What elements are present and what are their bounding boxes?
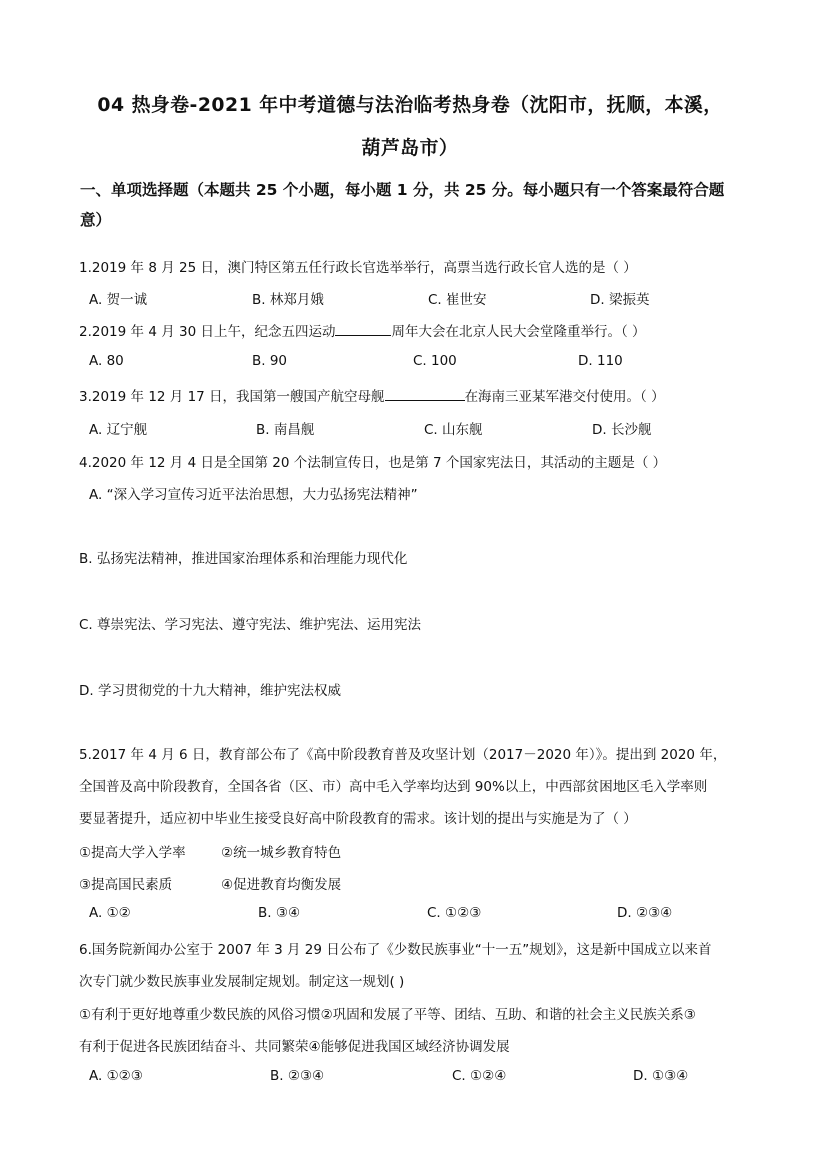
- question-5-option-c: C. ①②③: [427, 905, 482, 921]
- question-2-blank: [335, 321, 391, 336]
- question-1-option-c: C. 崔世安: [428, 292, 487, 308]
- question-5-line-3: 要显著提升，适应初中毕业生接受良好高中阶段教育的需求。该计划的提出与实施是为了（ ）: [79, 811, 637, 827]
- question-6-option-c: C. ①②④: [452, 1068, 507, 1084]
- question-2-option-a: A. 80: [89, 353, 124, 369]
- question-5-statement-4: ④促进教育均衡发展: [221, 877, 342, 893]
- doc-title-line-1: 04 热身卷-2021 年中考道德与法治临考热身卷（沈阳市，抚顺，本溪，: [97, 94, 723, 116]
- question-6-line-4: 有利于促进各民族团结奋斗、共同繁荣④能够促进我国区域经济协调发展: [79, 1039, 510, 1055]
- question-3-option-b: B. 南昌舰: [256, 422, 315, 438]
- question-1-stem: 1.2019 年 8 月 25 日，澳门特区第五任行政长官选举举行，高票当选行政长官人选的是（ ）: [79, 260, 637, 276]
- question-6-line-1: 6.国务院新闻办公室于 2007 年 3 月 29 日公布了《少数民族事业“十一五”规划》，这是新中国成立以来首: [79, 942, 712, 958]
- question-2-stem-before: 2.2019 年 4 月 30 日上午，纪念五四运动: [79, 324, 336, 340]
- question-4-option-c: C. 尊崇宪法、学习宪法、遵守宪法、维护宪法、运用宪法: [79, 617, 422, 633]
- question-2-option-b: B. 90: [252, 353, 288, 369]
- question-4-option-d: D. 学习贯彻党的十九大精神，维护宪法权威: [79, 683, 341, 699]
- question-3-stem-after: 在海南三亚某军港交付使用。（ ）: [464, 389, 665, 405]
- section-heading-line-1: 一、单项选择题（本题共 25 个小题，每小题 1 分，共 25 分。每小题只有一个答案最符合题: [80, 181, 725, 199]
- question-6-option-a: A. ①②③: [89, 1068, 143, 1084]
- question-4-option-b: B. 弘扬宪法精神，推进国家治理体系和治理能力现代化: [79, 551, 408, 567]
- question-5-option-a: A. ①②: [89, 905, 131, 921]
- question-3-option-c: C. 山东舰: [424, 422, 483, 438]
- section-heading-line-2: 意）: [80, 211, 112, 229]
- question-5-option-b: B. ③④: [258, 905, 301, 921]
- question-3-stem-before: 3.2019 年 12 月 17 日，我国第一艘国产航空母舰: [79, 389, 385, 405]
- question-4-option-a: A. “深入学习宣传习近平法治思想，大力弘扬宪法精神”: [89, 487, 418, 503]
- question-5-line-1: 5.2017 年 4 月 6 日，教育部公布了《高中阶段教育普及攻坚计划（2017－2020 年）》。提出到 2020 年，: [79, 747, 727, 763]
- question-2-option-d: D. 110: [578, 353, 623, 369]
- question-3-stem: [79, 385, 665, 405]
- question-5-statement-1: ①提高大学入学率: [79, 845, 186, 861]
- question-5-statement-2: ②统一城乡教育特色: [221, 845, 342, 861]
- question-1-option-b: B. 林郑月娥: [252, 292, 324, 308]
- question-6-option-b: B. ②③④: [270, 1068, 325, 1084]
- question-2-option-c: C. 100: [413, 353, 457, 369]
- question-2-stem: [79, 320, 646, 340]
- question-1-option-d: D. 梁振英: [590, 292, 650, 308]
- question-6-line-2: 次专门就少数民族事业发展制定规划。制定这一规划( ): [79, 974, 405, 990]
- question-5-statement-3: ③提高国民素质: [79, 877, 173, 893]
- question-3-option-a: A. 辽宁舰: [89, 422, 148, 438]
- question-6-line-3: ①有利于更好地尊重少数民族的风俗习惯②巩固和发展了平等、团结、互助、和谐的社会主义民族关系③: [79, 1007, 696, 1023]
- question-5-line-2: 全国普及高中阶段教育，全国各省（区、市）高中毛入学率均达到 90%以上，中西部贫困地区毛入学率则: [79, 779, 708, 795]
- doc-title-line-2: 葫芦岛市）: [361, 137, 459, 159]
- question-3-blank: [385, 386, 465, 401]
- question-5-option-d: D. ②③④: [617, 905, 673, 921]
- question-4-stem: 4.2020 年 12 月 4 日是全国第 20 个法制宣传日，也是第 7 个国家宪法日，其活动的主题是（ ）: [79, 455, 667, 471]
- question-1-option-a: A. 贺一诚: [89, 292, 148, 308]
- question-3-option-d: D. 长沙舰: [592, 422, 652, 438]
- question-6-option-d: D. ①③④: [633, 1068, 689, 1084]
- question-2-stem-after: 周年大会在北京人民大会堂隆重举行。（ ）: [391, 324, 646, 340]
